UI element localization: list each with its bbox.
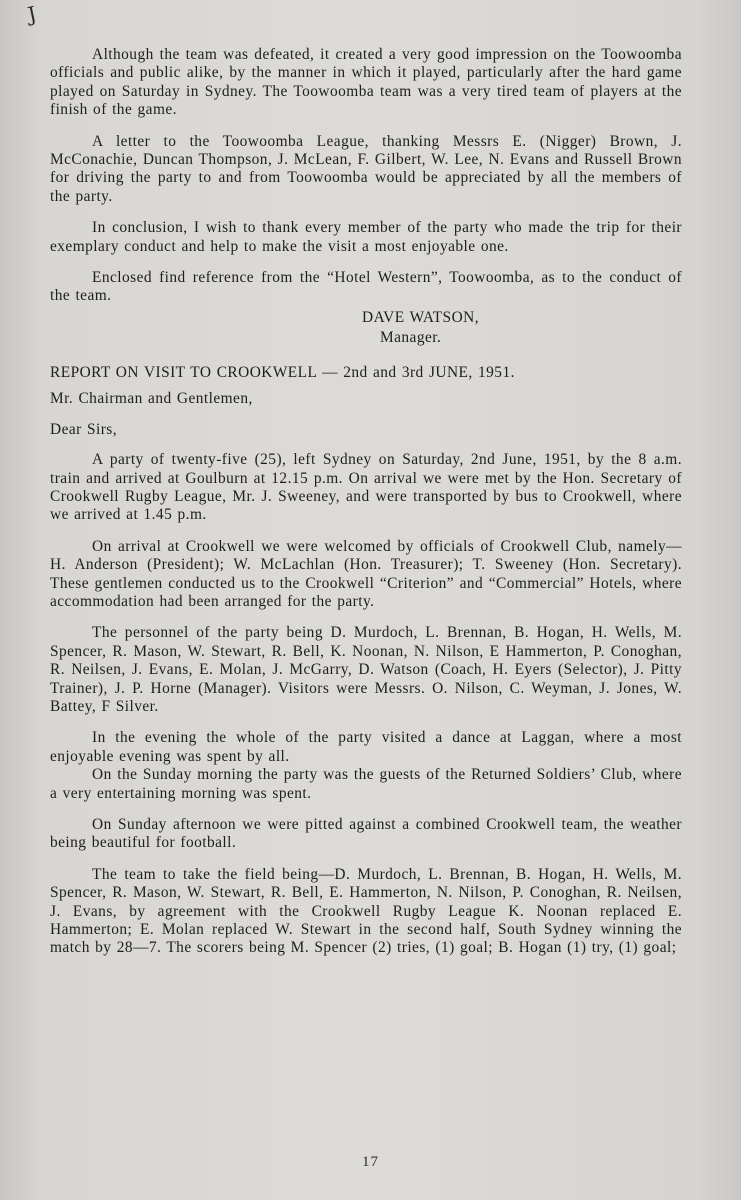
- paragraph-party-departure: A party of twenty-five (25), left Sydney on Saturday, 2nd June, 1951, by the 8 a.m. train and arrived at Goulburn at 12.15 p.m. On arrival we were met by the Hon. Secretary of Crookwell Rugby League, Mr. J. Sweeney, and were transported by bus to Crookwell, where we arrived at 1.45 p.m.: [50, 451, 682, 524]
- document-body: [50, 46, 682, 971]
- page-number: 17: [362, 1154, 379, 1170]
- corner-handwritten-mark: J: [25, 1, 39, 27]
- paragraph-sunday-morning: On the Sunday morning the party was the guests of the Returned Soldiers’ Club, where a very entertaining morning was spent.: [50, 766, 682, 802]
- paragraph-letter-toowoomba: A letter to the Toowoomba League, thanking Messrs E. (Nigger) Brown, J. McConachie, Duncan Thompson, J. McLean, F. Gilbert, W. Lee, N. Evans and Russell Brown for driving the party to and from Toowoomba would be appreciated by all the members of the party.: [50, 132, 682, 205]
- paragraph-conclusion: In conclusion, I wish to thank every member of the party who made the trip for their exemplary conduct and help to make the visit a most enjoyable one.: [50, 219, 682, 255]
- paragraph-evening-dance: In the evening the whole of the party visited a dance at Laggan, where a most enjoyable evening was spent by all.: [50, 729, 682, 765]
- paragraph-sunday-afternoon: On Sunday afternoon we were pitted against a combined Crookwell team, the weather being beautiful for football.: [50, 816, 682, 852]
- paragraph-team-defeated: Although the team was defeated, it created a very good impression on the Toowoomba officials and public alike, by the manner in which it played, particularly after the hard game played on Saturday in Sydney. The Toowoomba team was a very tired team of players at the finish of the game.: [50, 46, 682, 119]
- salutation-chairman: Mr. Chairman and Gentlemen,: [50, 390, 253, 408]
- paragraph-team-lineup: The team to take the field being—D. Murdoch, L. Brennan, B. Hogan, H. Wells, M. Spencer, R. Mason, W. Stewart, R. Bell, E. Hammerton, N. Nilson, P. Conoghan, R. Neilsen, J. Evans, by agreement with the Crookwell Rugby League K. Noonan replaced E. Hammerton; E. Molan replaced W. Stewart in the second half, South Sydney winning the match by 28—7. The scorers being M. Spencer (2) tries, (1) goal; B. Hogan (1) try, (1) goal;: [50, 865, 682, 957]
- signature-block: [50, 308, 682, 348]
- report-heading: REPORT ON VISIT TO CROOKWELL — 2nd and 3rd JUNE, 1951.: [50, 363, 515, 381]
- salutation-dear-sirs: Dear Sirs,: [50, 420, 118, 438]
- paragraph-enclosed-reference: Enclosed find reference from the “Hotel Western”, Toowoomba, as to the conduct of the team.: [50, 269, 682, 305]
- paragraph-personnel: The personnel of the party being D. Murdoch, L. Brennan, B. Hogan, H. Wells, M. Spencer, R. Mason, W. Stewart, R. Bell, K. Noonan, N. Nilson, E Hammerton, P. Conoghan, R. Neilsen, J. Evans, E. Molan, J. McGarry, D. Watson (Coach, H. Eyers (Selector), J. Pitty Trainer), J. P. Horne (Manager). Visitors were Messrs. O. Nilson, C. Weyman, J. Jones, W. Battey, F Silver.: [50, 624, 682, 715]
- paragraph-welcome-officials: On arrival at Crookwell we were welcomed by officials of Crookwell Club, namely—H. Anderson (President); W. McLachlan (Hon. Treasurer); T. Sweeney (Hon. Secretary). These gentlemen conducted us to the Crookwell “Criterion” and “Commercial” Hotels, where accommodation had been arranged for the party.: [50, 537, 682, 610]
- signature-name: DAVE WATSON,: [362, 308, 479, 326]
- signature-title: Manager.: [380, 328, 442, 346]
